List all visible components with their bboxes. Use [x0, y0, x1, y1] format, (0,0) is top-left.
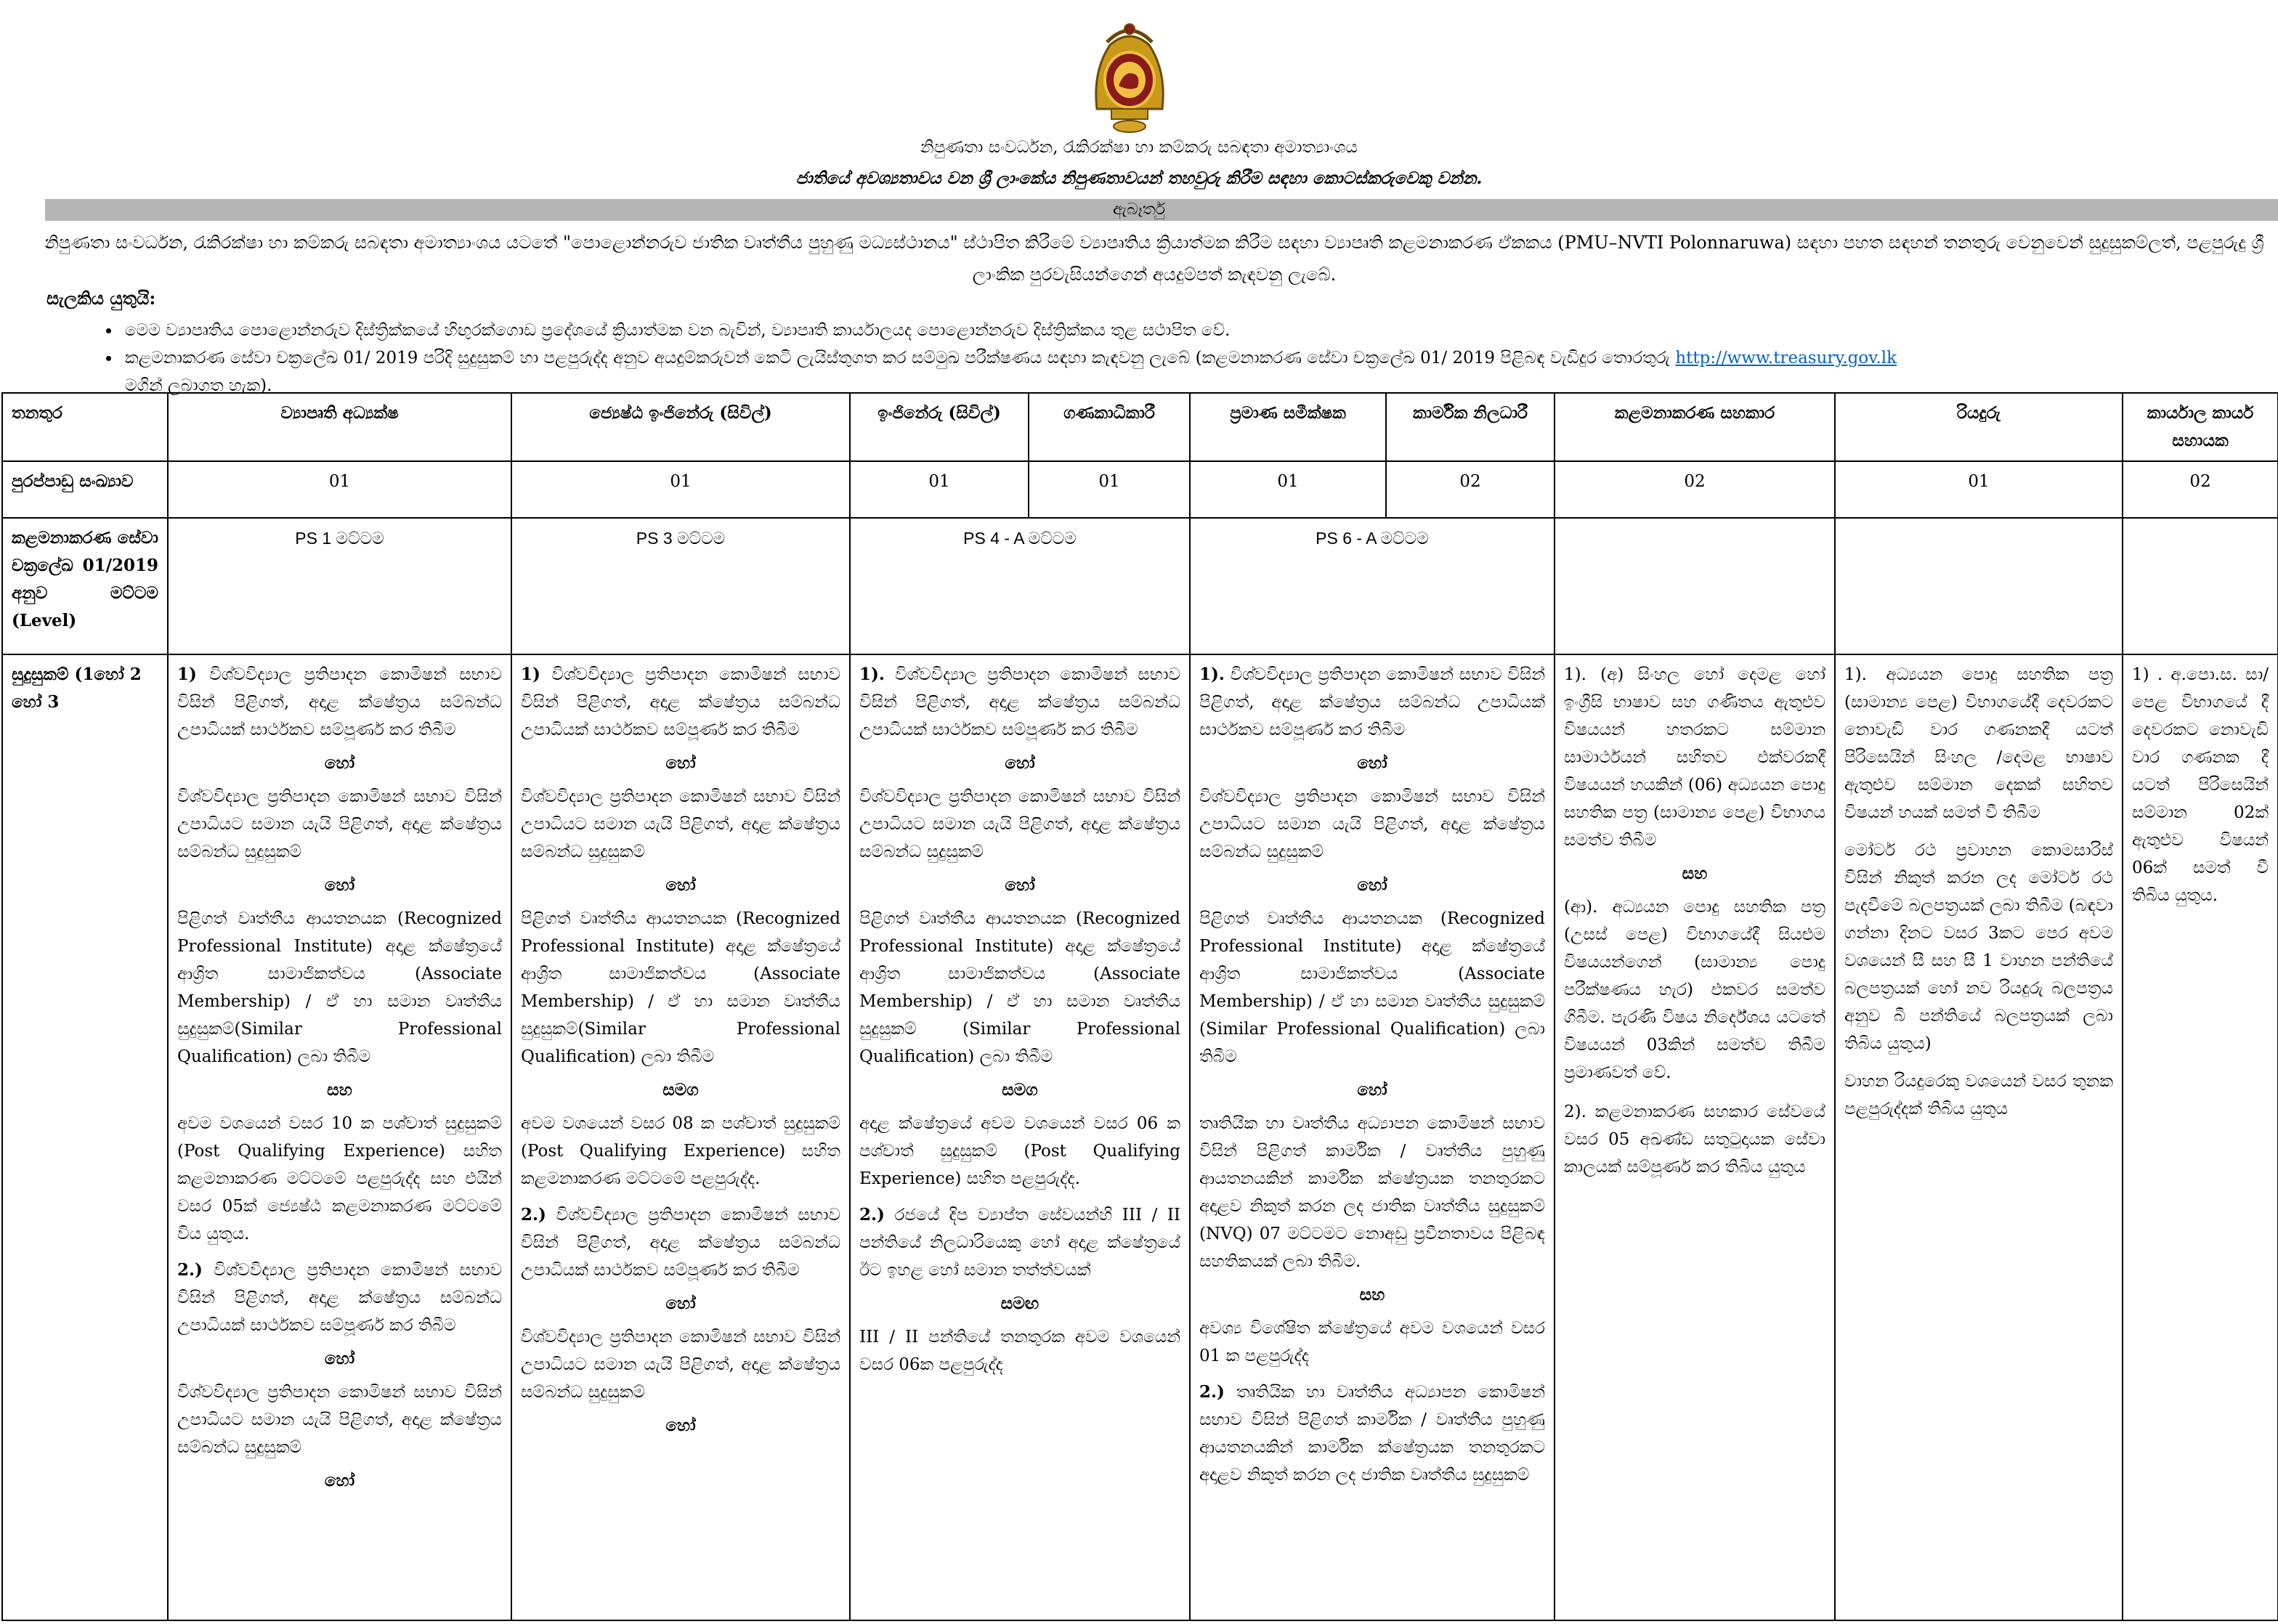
row-label-level: කළමනාකරණ සේවා චක්‍රලේඛ 01/2019 අනුව මට්ටම (Level) — [2, 518, 168, 654]
vacancy-count: 02 — [2123, 461, 2278, 518]
qual-number: 2.) — [521, 1205, 546, 1225]
table-row — [2, 518, 2278, 654]
row-label-qualifications: සුදුසුකම් (1හෝ 2 හෝ 3 — [2, 654, 168, 1620]
row-label-vacancies: පුරප්පාඩු සංඛ්‍යාව — [2, 461, 168, 518]
qualification-cell-mgmt-assistant — [1555, 654, 1835, 1620]
post-header: කළමනාකරණ සහකාර — [1555, 393, 1835, 461]
level-cell: PS 3 මට්ටම — [511, 518, 850, 654]
qual-connector: හෝ — [665, 753, 696, 773]
qual-connector: හෝ — [1357, 753, 1387, 773]
qual-connector: සමග — [1002, 1080, 1038, 1100]
qual-number: 2.) — [177, 1260, 203, 1280]
ministry-name: නිපුණතා සංවර්ධන, රැකිරක්ෂා හා කම්කරු සබඳතා අමාත්‍යාංශය — [920, 138, 1358, 157]
qual-text: විශ්වවිද්‍යාල ප්‍රතිපාදන කොමිෂන් සභාව විසින් පිළිගත්, අදාළ ක්ෂේත්‍රය සම්බන්ධ උපාධියක් සාර්ථකව සම්පූර්ණ කර තිබීම — [859, 665, 1181, 739]
post-header: ව්‍යාපෘති අධ්‍යක්ෂ — [168, 393, 511, 461]
qual-text: 1). (අ) සිංහල හෝ දෙමළ හෝ ඉංග්‍රීසි භාෂාව සහ ගණිතය ඇතුළුව විෂයයන් හතරකට සම්මාන සාමාර්ථයන් සහිතව එක්වරකදී විෂයයන් හයකින් (06) අධ්‍යයන පොදු සහතික පත්‍ර (සාමාන්‍ය පෙළ) විභාගය සමත්ව තිබීම — [1564, 665, 1825, 850]
qual-text: පිළිගත් වෘත්තීය ආයතනයක (Recognized Professional Institute) අදාළ ක්ෂේත්‍රයේ ආශ්‍රිත සාමාජිකත්වය (Associate Membership) / ඒ හා සමාන වෘත්තීය සුදුසුකම්(Similar Professional Qualification) ලබා තිබීම — [177, 909, 502, 1066]
notes-item: • මෙම ව්‍යාපෘතිය පොළොන්නරුව දිස්ත්‍රික්කයේ හිඟුරක්ගොඩ ප්‍රදේශයේ ක්‍රියාත්මක වන බැවින්, ව්‍යාපෘති කාර්යාලයද පොළොන්නරුව දිස්ත්‍රික්කය තුළ සථාපිත වේ. — [121, 317, 2278, 344]
vacancy-count: 01 — [1029, 461, 1190, 518]
qual-text: විශ්වවිද්‍යාල ප්‍රතිපාදන කොමිෂන් සභාව විසින් උපාධියට සමාන යැයි පිළිගත්, අදාළ ක්ෂේත්‍රය සම්බන්ධ සුදුසුකම් — [521, 1328, 840, 1402]
qual-text: විශ්වවිද්‍යාල ප්‍රතිපාදන කොමිෂන් සභාව විසින් පිළිගත්, අදාළ ක්ෂේත්‍රය සම්බන්ධ උපාධියක් සාර්ථකව සම්පූර්ණ කර තිබීම — [177, 1261, 503, 1335]
intro-paragraph: නිපුණතා සංවර්ධන, රැකිරක්ෂා හා කම්කරු සබඳතා අමාත්‍යාංශය යටතේ "පොළොන්නරුව ජාතික වෘත්තීය පුහුණු මධ්‍යස්ථානය" ස්ථාපිත කිරීමේ ව්‍යාපෘතිය ක්‍රියාත්මක කිරීම සඳහා ව්‍යාපෘති කළමනාකරණ ඒකකය (PMU–NVTI Polonnaruwa) සඳහා පහත සඳහන් තනතුරු වෙනුවෙන් සුදුසුකම්ලත්, පළපුරුදු ශ්‍රී ලාංකික පුරවැසියන්ගෙන් අයදුම්පත් කැඳවනු ලැබේ. — [44, 232, 2264, 285]
qual-number: 2.) — [859, 1205, 885, 1225]
qual-text: අවශ්‍ය විශේෂිත ක්ෂේත්‍රයේ අවම වශයෙන් වසර 01 ක පළපුරුද්ද — [1199, 1319, 1545, 1365]
row-label-post: තනතුර — [2, 393, 168, 461]
notice-title: ඇබෑර්තු — [1112, 200, 1166, 219]
qual-connector: සමඟ — [1000, 1294, 1039, 1313]
notes-title: සැලකිය යුතුයි: — [46, 288, 156, 309]
sri-lanka-emblem — [1082, 20, 1177, 137]
qual-connector: හෝ — [1357, 1080, 1387, 1100]
qual-connector: හෝ — [1357, 875, 1387, 895]
qual-connector: හෝ — [665, 1416, 696, 1435]
vacancy-count: 01 — [1190, 461, 1386, 518]
qual-text: විශ්වවිද්‍යාල ප්‍රතිපාදන කොමිෂන් සභාව විසින් පිළිගත්, අදාළ ක්ෂේත්‍රය සම්බන්ධ උපාධියක් සාර්ථකව සම්පූර්ණ කර තිබීම — [1199, 665, 1545, 739]
qual-connector: සහ — [327, 1080, 352, 1100]
qual-text: 2). කළමනාකරණ සහකාර සේවයේ වසර 05 අඛණ්ඩ සතුටුදායක සේවා කාලයක් සම්පූර්ණ කර තිබිය යුතුය — [1564, 1103, 1825, 1177]
post-header: ජ්‍යෙෂ්ඨ ඉංජිනේරු (සිවිල්) — [511, 393, 850, 461]
qual-connector: හෝ — [665, 875, 696, 895]
vacancy-count: 01 — [850, 461, 1029, 518]
qual-number: 2.) — [1199, 1382, 1225, 1402]
qual-connector: හෝ — [324, 753, 355, 773]
qual-text: පිළිගත් වෘත්තීය ආයතනයක (Recognized Professional Institute) අදාළ ක්ෂේත්‍රයේ ආශ්‍රිත සාමාජිකත්වය (Associate Membership) / ඒ හා සමාන වෘත්තීය සුදුසුකම් (Similar Professional Qualification) ලබා තිබීම — [859, 909, 1180, 1066]
level-cell: PS 6 - A මට්ටම — [1190, 518, 1555, 654]
qual-text: අවම වශයෙන් වසර 08 ක පශ්චාත් සුදුසුකම් (Post Qualifying Experience) සහිත කළමනාකරණ මට්ටමේ පළපුරුද්ද. — [521, 1114, 840, 1188]
qual-text: පිළිගත් වෘත්තීය ආයතනයක (Recognized Professional Institute) අදාළ ක්ෂේත්‍රයේ ආශ්‍රිත සාමාජිකත්වය (Associate Membership) / ඒ හා සමාන වෘත්තීය සුදුසුකම් (Similar Professional Qualification) ලබා තිබීම — [1199, 909, 1545, 1066]
qual-text: අදාළ ක්ෂේත්‍රයේ අවම වශයෙන් වසර 06 ක පශ්චාත් සුදුසුකම් (Post Qualifying Experience) සහිත පළපුරුද්ද. — [859, 1114, 1180, 1188]
notes-item — [121, 344, 2278, 399]
notes-item-text: කළමනාකරණ සේවා චක්‍රලේඛ 01/ 2019 පරිදි සුදුසුකම් හා පළපුරුද්ද අනුව අයදුම්කරුවන් කෙටි ලැයිස්තුගත කර සම්මුඛ පරීක්ෂණය සඳහා කැඳවනු ලැබේ (කළමනාකරණ සේවා චක්‍රලේඛ 01/ 2019 පිළිබඳ වැඩිදුර තොරතුරු — [125, 349, 1676, 368]
vacancy-count: 01 — [1835, 461, 2123, 518]
qual-text: විශ්වවිද්‍යාල ප්‍රතිපාදන කොමිෂන් සභාව විසින් පිළිගත්, අදාළ ක්ෂේත්‍රය සම්බන්ධ උපාධියක් සාර්ථකව සම්පූර්ණ කර තිබීම — [521, 665, 841, 739]
qual-text: විශ්වවිද්‍යාල ප්‍රතිපාදන කොමිෂන් සභාව විසින් උපාධියට සමාන යැයි පිළිගත්, අදාළ ක්ෂේත්‍රය සම්බන්ධ සුදුසුකම් — [521, 787, 840, 861]
level-cell: PS 1 මට්ටම — [168, 518, 511, 654]
qual-text: මෝටර් රථ ප්‍රවාහන කොමසාරිස් විසින් නිකුත් කරන ලද මෝටර් රථ පැදවීමේ බලපත්‍රයක් ලබා තිබීම (බඳවා ගන්නා දිනට වසර 3කට පෙර අවම වශයෙන් සී සහ සී 1 වාහන පන්තියේ බලපත්‍රයක් හෝ නව රියදුරු බලපත්‍රය අනුව බී පන්තියේ බලපත්‍රයක් ලබා තිබිය යුතුය) — [1844, 841, 2113, 1053]
post-header: කාර්මික නිලධාරී — [1386, 393, 1555, 461]
vacancy-table — [1, 392, 2278, 1621]
qual-connector: හෝ — [324, 875, 355, 895]
qual-text: 1). අධ්‍යයන පොදු සහතික පත්‍ර (සාමාන්‍ය පෙළ) විභාගයේදී දෙවරකට නොවැඩි වාර ගණනකදී යටත් පිරිසෙයින් සිංහල /දෙමළ භාෂාව ඇතුළුව සම්මාන දෙකක් සහිතව විෂයන් හයක් සමත් වී තිබීම — [1844, 665, 2113, 822]
qual-text: 1) . අ.පො.ස. සා/පෙළ විභාගයේ දී දෙවරකට නොවැඩි වාර ගණනක දී යටත් පිරිසෙයින් සම්මාන 02ක් ඇතුළුව විෂයන් 06ක් සමත් වී තිබිය යුතුය. — [2132, 665, 2269, 905]
qual-text: විශ්වවිද්‍යාල ප්‍රතිපාදන කොමිෂන් සභාව විසින් පිළිගත්, අදාළ ක්ෂේත්‍රය සම්බන්ධ උපාධියක් සාර්ථකව සම්පූර්ණ කර තිබීම — [177, 665, 503, 739]
qual-connector: හෝ — [1005, 753, 1035, 773]
emblem-wheel — [1096, 24, 1163, 132]
qual-text: විශ්වවිද්‍යාල ප්‍රතිපාදන කොමිෂන් සභාව විසින් උපාධියට සමාන යැයි පිළිගත්, අදාළ ක්ෂේත්‍රය සම්බන්ධ සුදුසුකම් — [859, 787, 1180, 861]
qual-text: III / II පන්තියේ තනතුරක අවම වශයෙන් වසර 06ක පළපුරුද්ද — [859, 1328, 1180, 1374]
qualification-cell-engineer-accountant: 1). විශ්වවිද්‍යාල ප්‍රතිපාදන කොමිෂන් සභාව විසින් පිළිගත්, අදාළ ක්ෂේත්‍රය සම්බන්ධ උපාධියක් සාර්ථකව සම්පූර්ණ කර තිබීම හෝ විශ්වවිද්‍යාල ප්‍රතිපාදන කොමිෂන් සභාව විසින් උපාධියට සමාන යැයි පිළිගත්, අදාළ ක්ෂේත්‍රය සම්බන්ධ සුදුසුකම් හෝ පිළිගත් වෘත්තීය ආයතනයක (Recognized Professional Institute) අදාළ ක්ෂේත්‍රයේ ආශ්‍රිත සාමාජිකත්වය (Associate Membership) / ඒ හා සමාන වෘත්තීය සුදුසුකම් (Similar Professional Qualification) ලබා තිබීම සමග අදාළ ක්ෂේත්‍රයේ අවම වශයෙන් වසර 06 ක පශ්චාත් සුදුසුකම් (Post Qualifying Experience) සහිත පළපුරුද්ද. 2.) රජයේ දිප ව්‍යාප්ත සේවයන්හි III / II පන්තියේ නිලධාරියෙකු හෝ අදාළ ක්ෂේත්‍රයේ ඊට ඉහළ හෝ සමාන තත්ත්වයක් සමඟ III / II පන්තියේ තනතුරක අවම වශයෙන් වසර 06ක පළපුරුද්ද — [850, 654, 1190, 1620]
qual-text: වාහන රියදුරෙකු වශයෙන් වසර තුනක පළපුරුද්දක් තිබිය යුතුය — [1844, 1072, 2113, 1118]
qual-connector: හෝ — [324, 1349, 355, 1368]
qual-text: පිළිගත් වෘත්තීය ආයතනයක (Recognized Professional Institute) අදාළ ක්ෂේත්‍රයේ ආශ්‍රිත සාමාජිකත්වය (Associate Membership) / ඒ හා සමාන වෘත්තීය සුදුසුකම්(Similar Professional Qualification) ලබා තිබීම — [521, 909, 840, 1066]
qual-connector: සහ — [1359, 1285, 1385, 1304]
qual-text: රජයේ දිප ව්‍යාප්ත සේවයන්හි III / II පන්තියේ නිලධාරියෙකු හෝ අදාළ ක්ෂේත්‍රයේ ඊට ඉහළ හෝ සමාන තත්ත්වයක් — [859, 1206, 1181, 1280]
qualification-cell-driver — [1835, 654, 2123, 1620]
qual-text: විශ්වවිද්‍යාල ප්‍රතිපාදන කොමිෂන් සභාව විසින් උපාධියට සමාන යැයි පිළිගත්, අදාළ ක්ෂේත්‍රය සම්බන්ධ සුදුසුකම් — [1199, 787, 1545, 861]
qual-connector: හෝ — [324, 1471, 355, 1490]
post-header: ගණකාධිකාරී — [1029, 393, 1190, 461]
vacancy-count: 02 — [1386, 461, 1555, 518]
post-header: ප්‍රමාණ සමීක්ෂක — [1190, 393, 1386, 461]
qualification-cell-qs-technical: 1). විශ්වවිද්‍යාල ප්‍රතිපාදන කොමිෂන් සභාව විසින් පිළිගත්, අදාළ ක්ෂේත්‍රය සම්බන්ධ උපාධියක් සාර්ථකව සම්පූර්ණ කර තිබීම හෝ විශ්වවිද්‍යාල ප්‍රතිපාදන කොමිෂන් සභාව විසින් උපාධියට සමාන යැයි පිළිගත්, අදාළ ක්ෂේත්‍රය සම්බන්ධ සුදුසුකම් හෝ පිළිගත් වෘත්තීය ආයතනයක (Recognized Professional Institute) අදාළ ක්ෂේත්‍රයේ ආශ්‍රිත සාමාජිකත්වය (Associate Membership) / ඒ හා සමාන වෘත්තීය සුදුසුකම් (Similar Professional Qualification) ලබා තිබීම හෝ තෘතියික හා වෘත්තීය අධ්‍යාපන කොමිෂන් සභාව විසින් පිළිගත් කාර්මික / වෘත්තීය පුහුණු ආයතනයකින් කාර්මික ක්ෂේත්‍රයක තනතුරකට අදාළව නිකුත් කරන ලද ජාතික වෘත්තීය සුදුසුකම් (NVQ) 07 මට්ටමට නොඅඩු ප්‍රවීනතාවය පිළිබඳ සහතිකයක් ලබා තිබීම. සහ අවශ්‍ය විශේෂිත ක්ෂේත්‍රයේ අවම වශයෙන් වසර 01 ක පළපුරුද්ද 2.) තෘතියික හා වෘත්තීය අධ්‍යාපන කොමිෂන් සභාව විසින් පිළිගත් කාර්මික / වෘත්තීය පුහුණු ආයතනයකින් කාර්මික ක්ෂේත්‍රයක තනතුරකට අදාළව නිකුත් කරන ලද ජාතික වෘත්තීය සුදුසුකම් — [1190, 654, 1555, 1620]
table-row — [2, 654, 2278, 1620]
post-header: රියදුරු — [1835, 393, 2123, 461]
qual-connector: සමග — [662, 1080, 699, 1100]
table-row — [2, 393, 2278, 461]
level-cell — [1555, 518, 1835, 654]
treasury-link[interactable]: http://www.treasury.gov.lk — [1675, 349, 1897, 368]
post-header: ඉංජිනේරු (සිවිල්) — [850, 393, 1029, 461]
ministry-slogan: ජාතියේ අවශ්‍යතාවය වන ශ්‍රී ලාංකේය නිපුණතාවයන් තහවුරු කිරීම සඳහා කොටස්කරුවෙකු වන්න. — [795, 169, 1483, 188]
level-cell — [2123, 518, 2278, 654]
notes-list — [84, 317, 2278, 399]
post-header: කාර්යාල කාර්ය සහායක — [2123, 393, 2278, 461]
table-row — [2, 461, 2278, 518]
qual-connector: හෝ — [1005, 875, 1035, 895]
vacancy-count: 02 — [1555, 461, 1835, 518]
vacancy-count: 01 — [168, 461, 511, 518]
qual-text: විශ්වවිද්‍යාල ප්‍රතිපාදන කොමිෂන් සභාව විසින් උපාධියට සමාන යැයි පිළිගත්, අදාළ ක්ෂේත්‍රය සම්බන්ධ සුදුසුකම් — [177, 787, 502, 861]
qual-connector: සහ — [1682, 864, 1708, 883]
qual-text: විශ්වවිද්‍යාල ප්‍රතිපාදන කොමිෂන් සභාව විසින් පිළිගත්, අදාළ ක්ෂේත්‍රය සම්බන්ධ උපාධියක් සාර්ථකව සම්පූර්ණ කර තිබීම — [521, 1206, 841, 1280]
level-cell: PS 4 - A මට්ටම — [850, 518, 1190, 654]
notes-item-text-end: මගින් ලබාගත හැක). — [125, 376, 272, 395]
qualification-cell-office-aide — [2123, 654, 2278, 1620]
qual-connector: හෝ — [665, 1294, 696, 1313]
qualification-cell-director: 1) විශ්වවිද්‍යාල ප්‍රතිපාදන කොමිෂන් සභාව විසින් පිළිගත්, අදාළ ක්ෂේත්‍රය සම්බන්ධ උපාධියක් සාර්ථකව සම්පූර්ණ කර තිබීම හෝ විශ්වවිද්‍යාල ප්‍රතිපාදන කොමිෂන් සභාව විසින් උපාධියට සමාන යැයි පිළිගත්, අදාළ ක්ෂේත්‍රය සම්බන්ධ සුදුසුකම් හෝ පිළිගත් වෘත්තීය ආයතනයක (Recognized Professional Institute) අදාළ ක්ෂේත්‍රයේ ආශ්‍රිත සාමාජිකත්වය (Associate Membership) / ඒ හා සමාන වෘත්තීය සුදුසුකම්(Similar Professional Qualification) ලබා තිබීම සහ අවම වශයෙන් වසර 10 ක පශ්චාත් සුදුසුකම් (Post Qualifying Experience) සහිත කළමනාකරණ මට්ටමේ පළපුරුද්ද සහ එයින් වසර 05ක් ජ්‍යෙෂ්ඨ කළමනාකරණ මට්ටමේ විය යුතුය. 2.) විශ්වවිද්‍යාල ප්‍රතිපාදන කොමිෂන් සභාව විසින් පිළිගත්, අදාළ ක්ෂේත්‍රය සම්බන්ධ උපාධියක් සාර්ථකව සම්පූර්ණ කර තිබීම හෝ විශ්වවිද්‍යාල ප්‍රතිපාදන කොමිෂන් සභාව විසින් උපාධියට සමාන යැයි පිළිගත්, අදාළ ක්ෂේත්‍රය සම්බන්ධ සුදුසුකම් හෝ — [168, 654, 511, 1620]
qual-text: අවම වශයෙන් වසර 10 ක පශ්චාත් සුදුසුකම් (Post Qualifying Experience) සහිත කළමනාකරණ මට්ටමේ පළපුරුද්ද සහ එයින් වසර 05ක් ජ්‍යෙෂ්ඨ කළමනාකරණ මට්ටමේ විය යුතුය. — [177, 1114, 502, 1243]
qual-text: තෘතියික හා වෘත්තීය අධ්‍යාපන කොමිෂන් සභාව විසින් පිළිගත් කාර්මික / වෘත්තීය පුහුණු ආයතනයකින් කාර්මික ක්ෂේත්‍රයක තනතුරකට අදාළව නිකුත් කරන ලද ජාතික වෘත්තීය සුදුසුකම් (NVQ) 07 මට්ටමට නොඅඩු ප්‍රවීනතාවය පිළිබඳ සහතිකයක් ලබා තිබීම. — [1199, 1114, 1545, 1271]
level-cell — [1835, 518, 2123, 654]
vacancy-count: 01 — [511, 461, 850, 518]
qualification-cell-senior-engineer: 1) විශ්වවිද්‍යාල ප්‍රතිපාදන කොමිෂන් සභාව විසින් පිළිගත්, අදාළ ක්ෂේත්‍රය සම්බන්ධ උපාධියක් සාර්ථකව සම්පූර්ණ කර තිබීම හෝ විශ්වවිද්‍යාල ප්‍රතිපාදන කොමිෂන් සභාව විසින් උපාධියට සමාන යැයි පිළිගත්, අදාළ ක්ෂේත්‍රය සම්බන්ධ සුදුසුකම් හෝ පිළිගත් වෘත්තීය ආයතනයක (Recognized Professional Institute) අදාළ ක්ෂේත්‍රයේ ආශ්‍රිත සාමාජිකත්වය (Associate Membership) / ඒ හා සමාන වෘත්තීය සුදුසුකම්(Similar Professional Qualification) ලබා තිබීම සමග අවම වශයෙන් වසර 08 ක පශ්චාත් සුදුසුකම් (Post Qualifying Experience) සහිත කළමනාකරණ මට්ටමේ පළපුරුද්ද. 2.) විශ්වවිද්‍යාල ප්‍රතිපාදන කොමිෂන් සභාව විසින් පිළිගත්, අදාළ ක්ෂේත්‍රය සම්බන්ධ උපාධියක් සාර්ථකව සම්පූර්ණ කර තිබීම හෝ විශ්වවිද්‍යාල ප්‍රතිපාදන කොමිෂන් සභාව විසින් උපාධියට සමාන යැයි පිළිගත්, අදාළ ක්ෂේත්‍රය සම්බන්ධ සුදුසුකම් හෝ — [511, 654, 850, 1620]
qual-text: තෘතියික හා වෘත්තීය අධ්‍යාපන කොමිෂන් සභාව විසින් පිළිගත් කාර්මික / වෘත්තීය පුහුණු ආයතනයකින් කාර්මික ක්ෂේත්‍රයක තනතුරකට අදාළව නිකුත් කරන ලද ජාතික වෘත්තීය සුදුසුකම් — [1199, 1383, 1545, 1485]
qual-text: (ආ). අධ්‍යයන පොදු සහතික පත්‍ර (උසස් පෙළ) විභාගයේදී සියළුම විෂයයන්ගෙන් (සාමාන්‍ය පොදු පරීක්ෂණය හැර) එකවර සමත්ව ගිබීම. පැරණි විෂය නිර්දේශය යටතේ විෂයයන් 03කින් සමත්ව තිබීම ප්‍රමාණවත් වේ. — [1564, 898, 1825, 1082]
qual-text: විශ්වවිද්‍යාල ප්‍රතිපාදන කොමිෂන් සභාව විසින් උපාධියට සමාන යැයි පිළිගත්, අදාළ ක්ෂේත්‍රය සම්බන්ධ සුදුසුකම් — [177, 1383, 502, 1457]
